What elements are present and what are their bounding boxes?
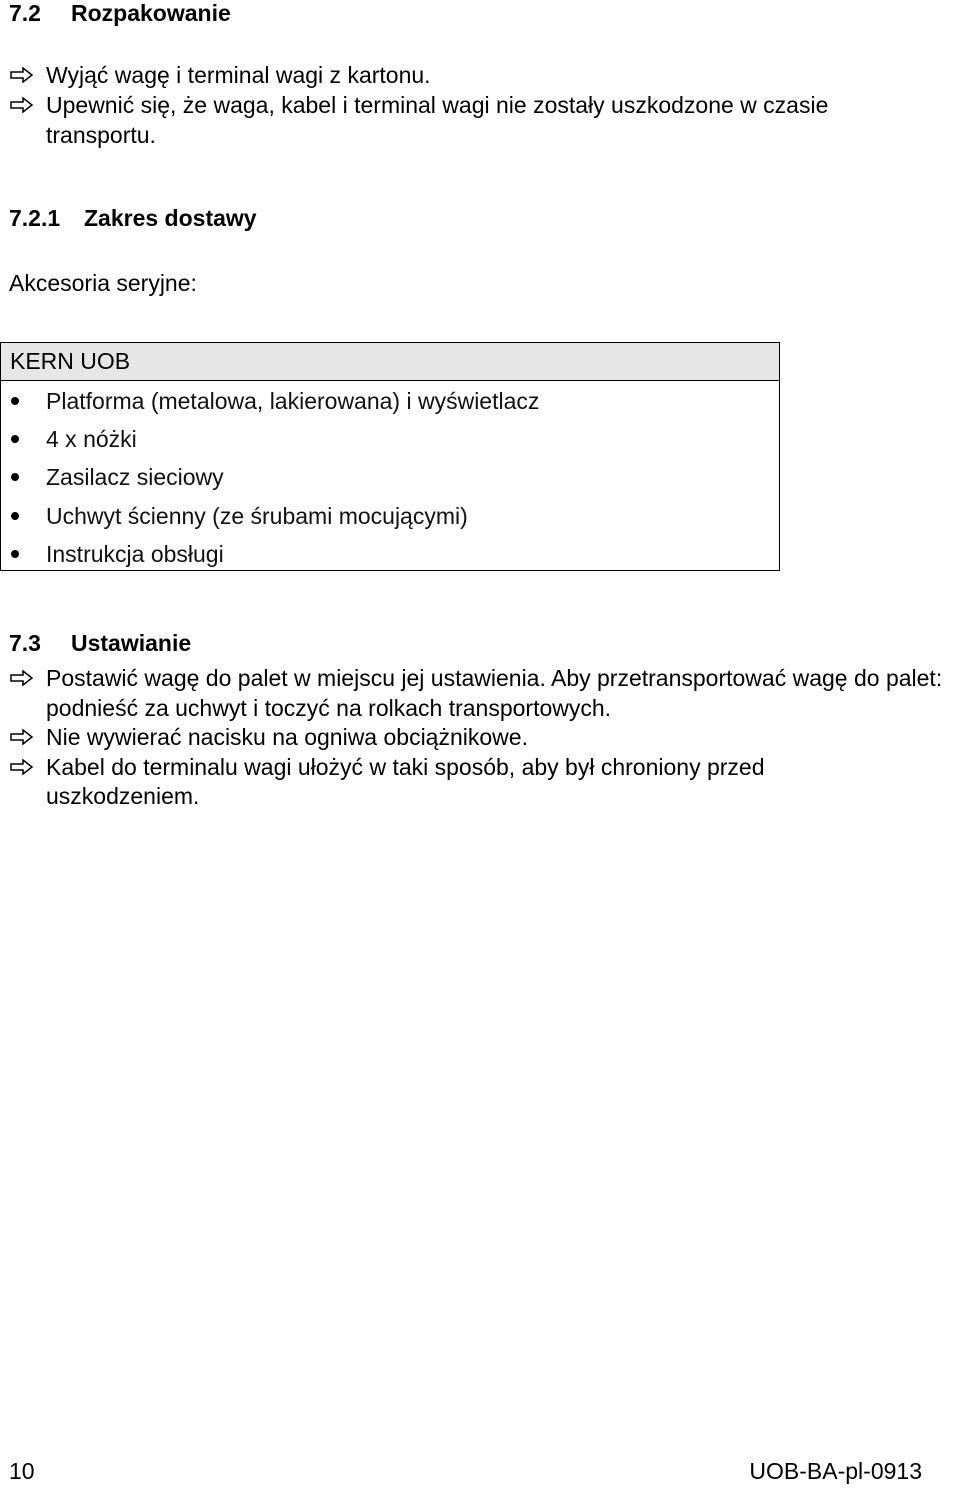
page-number: 10 bbox=[9, 1458, 35, 1484]
list-item-text: Kabel do terminalu wagi ułożyć w taki sposób, aby był chroniony przed uszkodzeniem. bbox=[46, 753, 765, 809]
document-code: UOB-BA-pl-0913 bbox=[749, 1458, 922, 1484]
section-title: Zakres dostawy bbox=[84, 205, 257, 231]
list-item-text: Nie wywierać nacisku na ogniwa obciążnikowe. bbox=[46, 724, 528, 750]
list-item bbox=[8, 753, 960, 812]
list-item bbox=[8, 61, 960, 91]
arrow-right-outline-icon bbox=[10, 759, 34, 775]
arrow-right-outline-icon bbox=[10, 729, 34, 745]
arrow-right-outline-icon bbox=[10, 97, 34, 113]
delivery-items-list bbox=[1, 381, 779, 574]
list-item bbox=[1, 421, 779, 459]
list-item bbox=[1, 498, 779, 536]
section-number: 7.2 bbox=[9, 0, 41, 26]
list-item bbox=[8, 664, 960, 723]
section-7-2-heading bbox=[9, 0, 231, 27]
list-item-text: Upewnić się, że waga, kabel i terminal wagi nie zostały uszkodzone w czasie transportu. bbox=[46, 92, 829, 148]
list-item-text: Wyjąć wagę i terminal wagi z kartonu. bbox=[46, 62, 431, 88]
arrow-right-outline-icon bbox=[10, 67, 34, 83]
section-7-2-1-heading bbox=[9, 205, 257, 232]
bullet-dot-icon bbox=[11, 473, 19, 481]
bullet-dot-icon bbox=[11, 435, 19, 443]
list-item bbox=[1, 536, 779, 574]
list-item-text: Instrukcja obsługi bbox=[46, 540, 224, 567]
list-item-text: Postawić wagę do palet w miejscu jej ustawienia. Aby przetransportować wagę do palet: podnieść za uchwyt i toczyć na rolkach transportowych. bbox=[46, 665, 943, 721]
delivery-scope-box bbox=[0, 342, 780, 571]
bullet-dot-icon bbox=[11, 397, 19, 405]
section-7-3-heading bbox=[9, 630, 191, 657]
list-item-text: Platforma (metalowa, lakierowana) i wyświetlacz bbox=[46, 388, 540, 414]
section-number: 7.3 bbox=[9, 630, 41, 656]
section-number: 7.2.1 bbox=[9, 205, 61, 231]
arrow-right-outline-icon bbox=[10, 670, 34, 686]
list-item bbox=[8, 91, 960, 150]
bullet-dot-icon bbox=[11, 512, 19, 520]
list-item-text: Zasilacz sieciowy bbox=[46, 464, 224, 491]
accessories-label: Akcesoria seryjne: bbox=[9, 270, 197, 296]
list-item bbox=[8, 723, 960, 753]
box-header: KERN UOB bbox=[1, 343, 779, 381]
list-item bbox=[1, 383, 779, 421]
bullet-dot-icon bbox=[11, 550, 19, 558]
list-item bbox=[1, 459, 779, 497]
list-item-text: 4 x nóżki bbox=[46, 426, 137, 453]
section-title: Ustawianie bbox=[71, 630, 192, 656]
list-item-text: Uchwyt ścienny (ze śrubami mocującymi) bbox=[46, 502, 468, 529]
section-7-3-list bbox=[8, 664, 960, 812]
section-7-2-list bbox=[8, 61, 960, 150]
section-title: Rozpakowanie bbox=[71, 0, 231, 26]
